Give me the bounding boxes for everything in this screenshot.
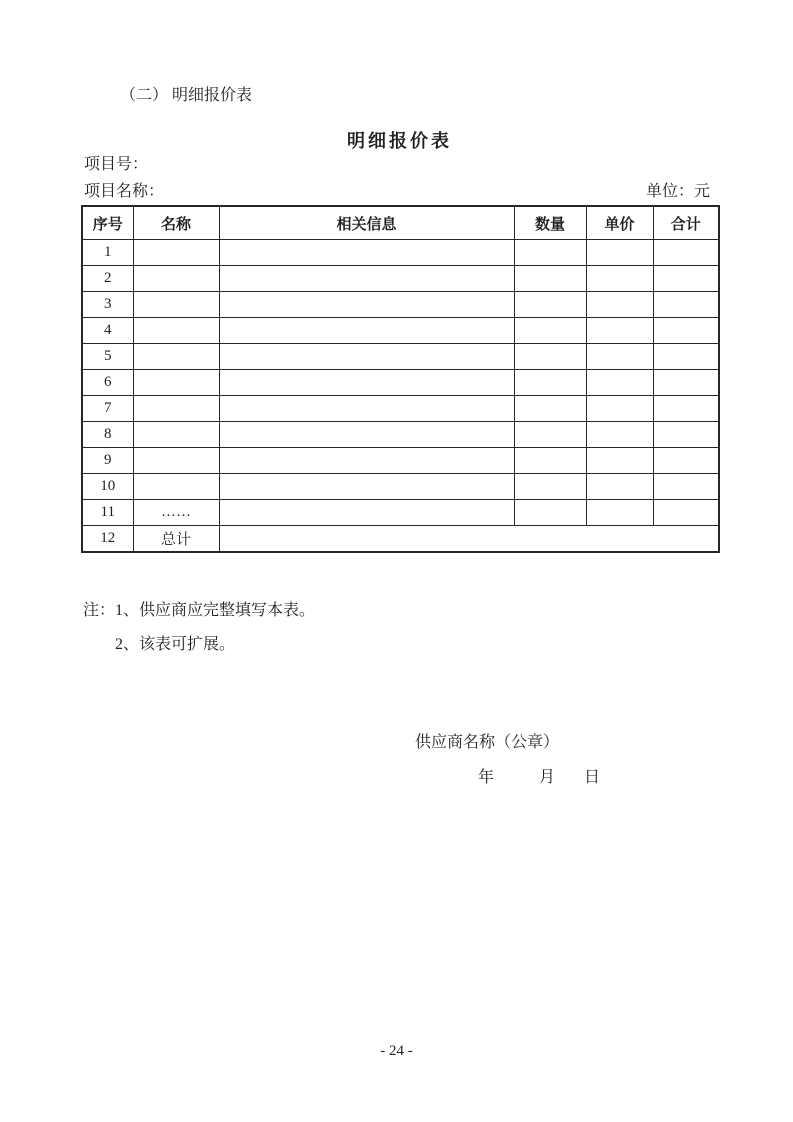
table-row <box>82 422 719 448</box>
qty-cell <box>514 500 586 526</box>
qty-cell <box>514 292 586 318</box>
row-number-cell: 4 <box>82 318 133 344</box>
price-cell <box>586 344 653 370</box>
month-label: 月 <box>539 769 556 786</box>
supplier-seal-label: 供应商名称（公章） <box>415 734 560 751</box>
name-cell: …… <box>133 500 219 526</box>
name-cell <box>133 318 219 344</box>
price-cell <box>586 474 653 500</box>
quotation-table <box>81 205 720 553</box>
info-cell <box>219 266 514 292</box>
total-cell <box>653 344 719 370</box>
name-cell <box>133 448 219 474</box>
name-cell <box>133 344 219 370</box>
meta-row <box>84 182 710 202</box>
col-header-info: 相关信息 <box>219 206 514 240</box>
info-cell <box>219 292 514 318</box>
note-line-1: 注：1、供应商应完整填写本表。 <box>83 602 316 619</box>
row-number-cell: 6 <box>82 370 133 396</box>
row-number-cell: 12 <box>82 526 133 553</box>
name-cell <box>133 240 219 266</box>
table-row <box>82 370 719 396</box>
info-cell <box>219 474 514 500</box>
unit-label: 单位：元 <box>645 183 710 200</box>
price-cell <box>586 370 653 396</box>
total-value-cell <box>219 526 719 553</box>
total-cell <box>653 422 719 448</box>
total-cell <box>653 396 719 422</box>
row-number-cell: 5 <box>82 344 133 370</box>
year-label: 年 <box>478 769 495 786</box>
name-cell <box>133 292 219 318</box>
row-number-cell: 10 <box>82 474 133 500</box>
info-cell <box>219 448 514 474</box>
row-number-cell: 1 <box>82 240 133 266</box>
total-cell <box>653 370 719 396</box>
price-cell <box>586 500 653 526</box>
col-header-qty: 数量 <box>514 206 586 240</box>
total-row <box>82 526 719 553</box>
qty-cell <box>514 344 586 370</box>
day-label: 日 <box>584 769 601 786</box>
info-cell <box>219 240 514 266</box>
qty-cell <box>514 422 586 448</box>
info-cell <box>219 370 514 396</box>
note-line-2: 2、该表可扩展。 <box>115 636 236 653</box>
qty-cell <box>514 448 586 474</box>
qty-cell <box>514 240 586 266</box>
qty-cell <box>514 396 586 422</box>
price-cell <box>586 422 653 448</box>
row-number-cell: 3 <box>82 292 133 318</box>
qty-cell <box>514 266 586 292</box>
info-cell <box>219 396 514 422</box>
info-cell <box>219 344 514 370</box>
col-header-name: 名称 <box>133 206 219 240</box>
table-row <box>82 448 719 474</box>
table-row <box>82 292 719 318</box>
row-number-cell: 9 <box>82 448 133 474</box>
page-title: 明细报价表 <box>347 131 452 151</box>
total-cell <box>653 474 719 500</box>
col-header-price: 单价 <box>586 206 653 240</box>
row-number-cell: 8 <box>82 422 133 448</box>
table-row <box>82 318 719 344</box>
col-header-seq: 序号 <box>82 206 133 240</box>
date-line <box>478 768 600 788</box>
total-cell <box>653 318 719 344</box>
info-cell <box>219 422 514 448</box>
project-number-label: 项目号： <box>84 156 149 173</box>
table-row <box>82 500 719 526</box>
price-cell <box>586 292 653 318</box>
header-row <box>82 206 719 240</box>
price-cell <box>586 240 653 266</box>
name-cell <box>133 266 219 292</box>
qty-cell <box>514 370 586 396</box>
price-cell <box>586 448 653 474</box>
name-cell <box>133 422 219 448</box>
row-number-cell: 7 <box>82 396 133 422</box>
project-name-label: 项目名称： <box>84 183 165 200</box>
table-row <box>82 474 719 500</box>
info-cell <box>219 318 514 344</box>
total-cell <box>653 292 719 318</box>
qty-cell <box>514 318 586 344</box>
row-number-cell: 2 <box>82 266 133 292</box>
table-row <box>82 266 719 292</box>
name-cell <box>133 396 219 422</box>
price-cell <box>586 318 653 344</box>
table-row <box>82 344 719 370</box>
info-cell <box>219 500 514 526</box>
total-cell <box>653 266 719 292</box>
table-row <box>82 396 719 422</box>
price-cell <box>586 396 653 422</box>
page-number: - 24 - <box>380 1043 413 1059</box>
total-cell <box>653 500 719 526</box>
total-cell <box>653 448 719 474</box>
name-cell <box>133 474 219 500</box>
table-row <box>82 240 719 266</box>
row-number-cell: 11 <box>82 500 133 526</box>
name-cell <box>133 370 219 396</box>
total-cell <box>653 240 719 266</box>
qty-cell <box>514 474 586 500</box>
total-label-cell: 总计 <box>133 526 219 553</box>
price-cell <box>586 266 653 292</box>
col-header-total: 合计 <box>653 206 719 240</box>
section-heading: （二） 明细报价表 <box>120 87 253 104</box>
